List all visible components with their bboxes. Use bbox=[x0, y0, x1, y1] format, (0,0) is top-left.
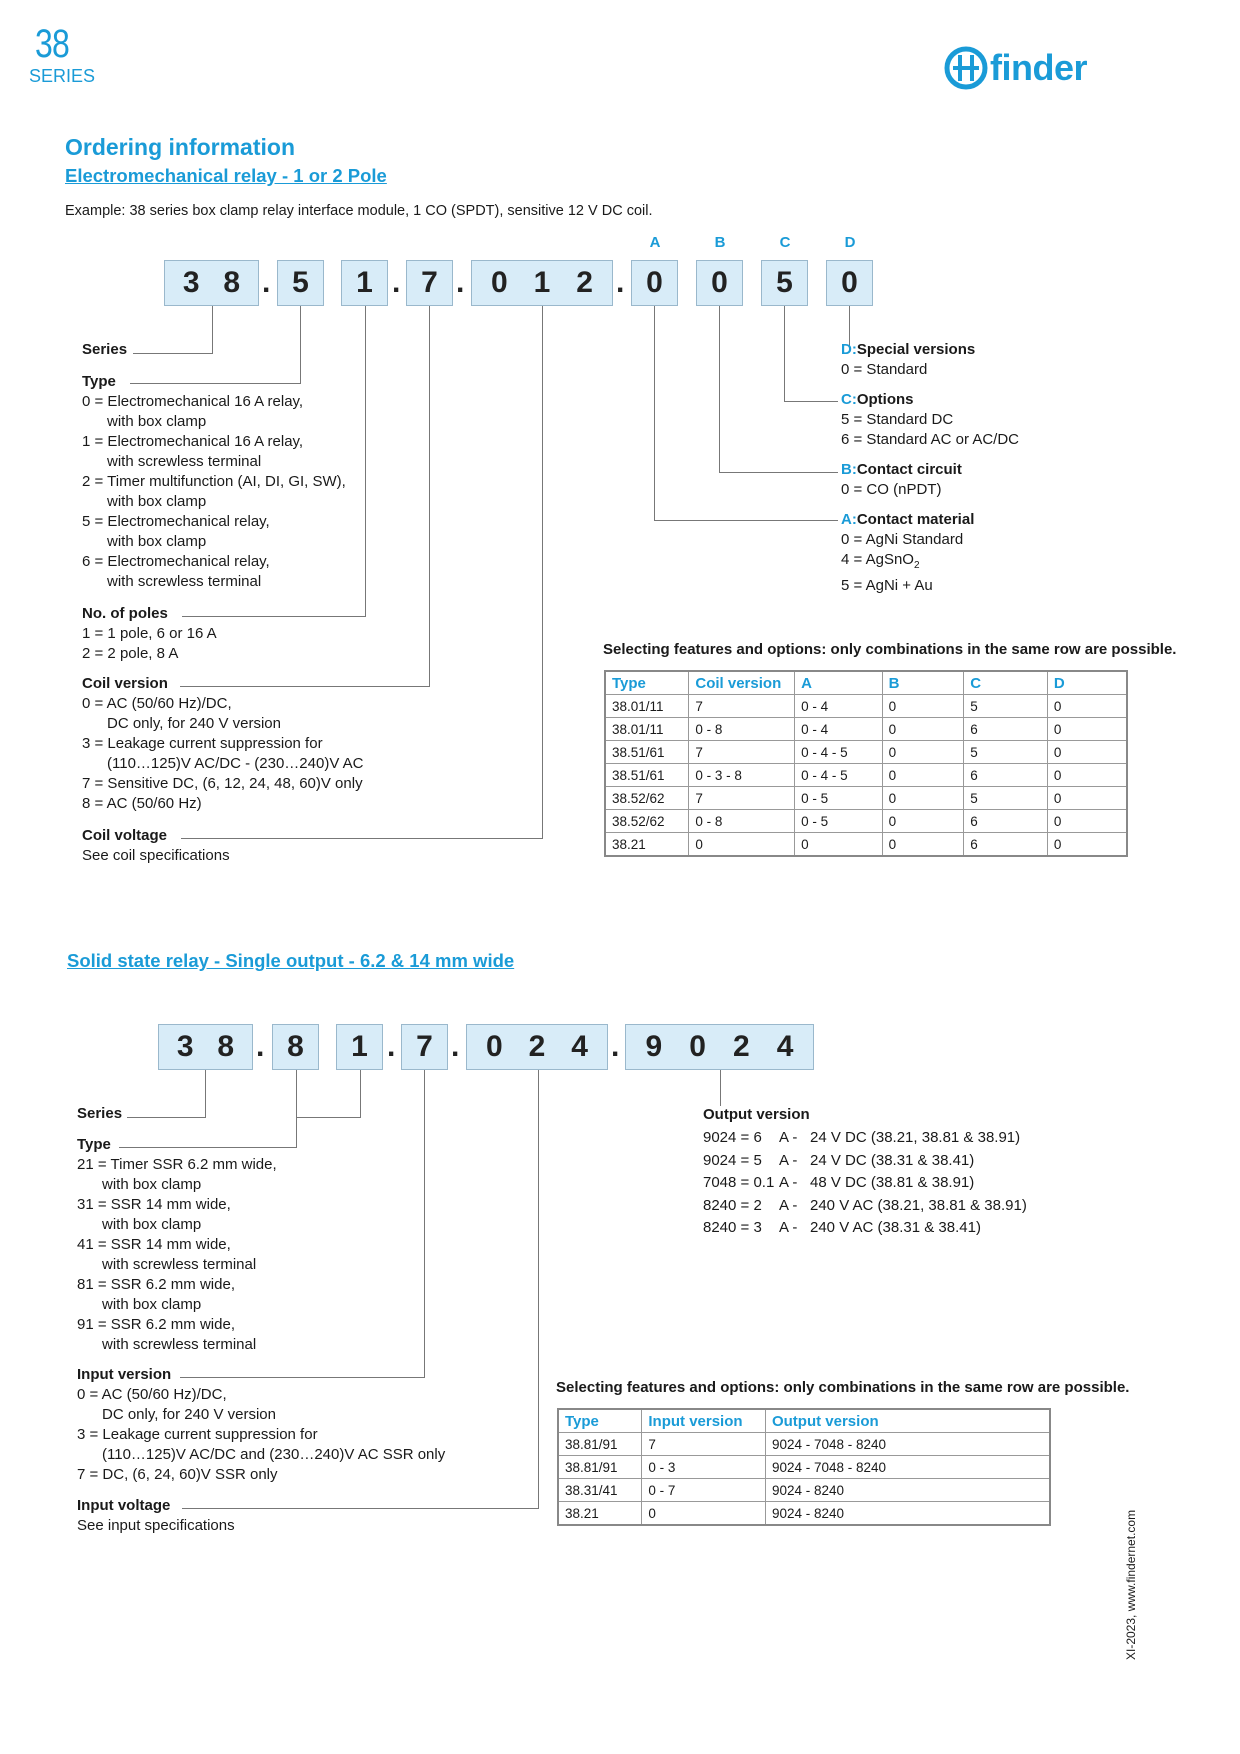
code-digit: 1 bbox=[356, 266, 373, 299]
letter-a: A bbox=[649, 234, 661, 251]
series-number: 38 bbox=[35, 22, 69, 66]
code-digit: 4 bbox=[571, 1030, 588, 1063]
label-output-version: Output version 9024 = 6 A - 24 V DC (38.21, 38.81 & 38.91) 9024 = 5 A - 24 V DC (38.31 & 38.41) 7048 = 0.1 A - 48 V DC (38.81 & 38.91) 8240 = 2 A - 240 V AC (38.21, 38.81 & 38.91) 8240 = 3 A - 240 V AC (38.31 & 38.41) bbox=[703, 1106, 1027, 1236]
col-header: C bbox=[964, 671, 1048, 695]
code-dot: . bbox=[611, 1030, 620, 1063]
letter-b: B bbox=[714, 234, 726, 251]
label-type: Type 0 = Electromechanical 16 A relay, with box clamp 1 = Electromechanical 16 A relay, with screwless terminal 2 = Timer multifunction (AI, DI, GI, SW), with box clamp 5 = Electromechanical relay, with box clamp 6 = Electromechanical relay, with screwless terminal bbox=[82, 373, 346, 590]
connector-line bbox=[127, 1117, 206, 1118]
label-input-version: Input version 0 = AC (50/60 Hz)/DC, DC only, for 240 V version 3 = Leakage current suppression for (110…125)V AC/DC and (230…240)V AC SSR only 7 = DC, (6, 24, 60)V SSR only bbox=[77, 1366, 446, 1483]
connector-line bbox=[296, 1117, 361, 1118]
code-box-output-version bbox=[625, 1024, 814, 1070]
section1-subtitle: Electromechanical relay - 1 or 2 Pole bbox=[65, 165, 387, 186]
connector-line bbox=[133, 353, 213, 354]
example-text: Example: 38 series box clamp relay interface module, 1 CO (SPDT), sensitive 12 V DC coil. bbox=[65, 203, 653, 219]
code-digit: 8 bbox=[217, 1030, 235, 1063]
code-digit: 9 bbox=[645, 1030, 663, 1063]
code-box-series bbox=[164, 260, 259, 306]
label-poles: No. of poles 1 = 1 pole, 6 or 16 A 2 = 2 pole, 8 A bbox=[82, 605, 217, 662]
code-digit: 4 bbox=[776, 1030, 794, 1063]
selection-table-1 bbox=[604, 670, 1128, 857]
brand-name: finder bbox=[990, 47, 1088, 88]
code-box-d bbox=[826, 260, 873, 306]
table-row: 38.21 0 0 0 6 0 bbox=[605, 833, 1127, 857]
connector-line bbox=[719, 306, 720, 472]
col-header: Output version bbox=[765, 1409, 1050, 1433]
col-header: Type bbox=[605, 671, 689, 695]
code-dot: . bbox=[262, 266, 271, 299]
label-input-voltage: Input voltage See input specifications bbox=[77, 1497, 235, 1534]
table1-caption: Selecting features and options: only combinations in the same row are possible. bbox=[603, 641, 1177, 658]
label-contact-material: A:Contact material 0 = AgNi Standard 4 = AgSnO$_2$ 5 = AgNi + Au bbox=[841, 511, 975, 594]
table-row: 38.01/11 7 0 - 4 0 5 0 bbox=[605, 695, 1127, 718]
code-box-coil-version bbox=[406, 260, 453, 306]
code-digit: 0 bbox=[841, 266, 858, 299]
code-digit: 0 bbox=[490, 266, 508, 299]
code-digit: 8 bbox=[287, 1030, 304, 1063]
label-options: C:Options 5 = Standard DC 6 = Standard AC or AC/DC bbox=[841, 391, 1020, 448]
code-digit: 7 bbox=[416, 1030, 433, 1063]
page-title: Ordering information bbox=[65, 134, 295, 160]
col-header: Input version bbox=[642, 1409, 766, 1433]
code-digit: 0 bbox=[689, 1030, 706, 1063]
table2-caption: Selecting features and options: only combinations in the same row are possible. bbox=[556, 1379, 1130, 1396]
connector-line bbox=[205, 1070, 206, 1117]
code-box-coil-voltage bbox=[471, 260, 613, 306]
connector-line bbox=[538, 1070, 539, 1508]
connector-line bbox=[784, 401, 838, 402]
col-header: D bbox=[1047, 671, 1127, 695]
code-box-poles bbox=[341, 260, 388, 306]
code-box-type-a bbox=[272, 1024, 319, 1070]
code-digit: 0 bbox=[711, 266, 728, 299]
code-dot: . bbox=[392, 266, 401, 299]
connector-line bbox=[429, 306, 430, 686]
series-label: SERIES bbox=[29, 66, 96, 86]
col-header: Type bbox=[558, 1409, 642, 1433]
code-digit: 0 bbox=[485, 1030, 503, 1063]
table-row: 38.52/62 7 0 - 5 0 5 0 bbox=[605, 787, 1127, 810]
code-box-b bbox=[696, 260, 743, 306]
table-row: 38.81/91 0 - 3 9024 - 7048 - 8240 bbox=[558, 1456, 1050, 1479]
table-row: 38.52/62 0 - 8 0 - 5 0 6 0 bbox=[605, 810, 1127, 833]
code-digit: 2 bbox=[528, 1030, 546, 1063]
code-digit: 2 bbox=[733, 1030, 750, 1063]
label-series: Series bbox=[82, 341, 128, 358]
code-digit: 7 bbox=[421, 266, 438, 299]
table-row: 38.31/41 0 - 7 9024 - 8240 bbox=[558, 1479, 1050, 1502]
code-box-series bbox=[158, 1024, 253, 1070]
connector-line bbox=[360, 1070, 361, 1117]
label-series: Series bbox=[77, 1105, 123, 1122]
letter-d: D bbox=[844, 234, 856, 251]
code-dot: . bbox=[456, 266, 465, 299]
footer-text: XI-2023, www.findernet.com bbox=[1124, 1509, 1138, 1660]
code-box-type bbox=[277, 260, 324, 306]
label-special-versions: D:Special versions 0 = Standard bbox=[841, 341, 976, 378]
label-contact-circuit: B:Contact circuit 0 = CO (nPDT) bbox=[841, 461, 962, 498]
code-box-a bbox=[631, 260, 678, 306]
code-digit: 3 bbox=[176, 1030, 194, 1063]
code-digit: 5 bbox=[776, 266, 793, 299]
table-row: 38.21 0 9024 - 8240 bbox=[558, 1502, 1050, 1526]
code-digit: 5 bbox=[292, 266, 309, 299]
code-box-input-voltage bbox=[466, 1024, 608, 1070]
connector-line bbox=[212, 306, 213, 353]
section2-subtitle: Solid state relay - Single output - 6.2 & 14 mm wide bbox=[67, 950, 515, 971]
connector-line bbox=[719, 472, 838, 473]
code-dot: . bbox=[451, 1030, 460, 1063]
table-row: 38.81/91 7 9024 - 7048 - 8240 bbox=[558, 1433, 1050, 1456]
connector-line bbox=[542, 306, 543, 838]
code-digit: 8 bbox=[223, 266, 241, 299]
connector-line bbox=[181, 838, 543, 839]
code-dot: . bbox=[256, 1030, 265, 1063]
table-row: 38.51/61 7 0 - 4 - 5 0 5 0 bbox=[605, 741, 1127, 764]
label-coil-voltage: Coil voltage See coil specifications bbox=[82, 827, 230, 864]
code-box-input-version bbox=[401, 1024, 448, 1070]
letter-c: C bbox=[779, 234, 791, 251]
code-dot: . bbox=[616, 266, 625, 299]
connector-line bbox=[182, 1508, 539, 1509]
col-header: A bbox=[795, 671, 883, 695]
col-header: B bbox=[882, 671, 964, 695]
table-row: 38.51/61 0 - 3 - 8 0 - 4 - 5 0 6 0 bbox=[605, 764, 1127, 787]
code-dot: . bbox=[387, 1030, 396, 1063]
finder-logo-icon bbox=[944, 46, 988, 90]
code-digit: 2 bbox=[576, 266, 593, 299]
code-digit: 1 bbox=[533, 266, 551, 299]
selection-table-2 bbox=[557, 1408, 1051, 1526]
connector-line bbox=[654, 520, 838, 521]
connector-line bbox=[424, 1070, 425, 1377]
connector-line bbox=[720, 1070, 721, 1106]
label-type: Type 21 = Timer SSR 6.2 mm wide, with box clamp 31 = SSR 14 mm wide, with box clamp 41 = SSR 14 mm wide, with screwless terminal 81 = SSR 6.2 mm wide, with box clamp 91 = SSR 6.2 mm wide, with screwless terminal bbox=[77, 1136, 277, 1353]
code-digit: 3 bbox=[182, 266, 200, 299]
col-header: Coil version bbox=[689, 671, 795, 695]
label-coil-version: Coil version 0 = AC (50/60 Hz)/DC, DC only, for 240 V version 3 = Leakage current suppression for (110…125)V AC/DC - (230…240)V AC 7 = Sensitive DC, (6, 12, 24, 48, 60)V only 8 = AC (50/60 Hz) bbox=[82, 675, 364, 812]
connector-line bbox=[784, 306, 785, 401]
code-box-type-b bbox=[336, 1024, 383, 1070]
connector-line bbox=[654, 306, 655, 520]
code-digit: 1 bbox=[351, 1030, 368, 1063]
table-row: 38.01/11 0 - 8 0 - 4 0 6 0 bbox=[605, 718, 1127, 741]
code-digit: 0 bbox=[646, 266, 663, 299]
code-box-c bbox=[761, 260, 808, 306]
